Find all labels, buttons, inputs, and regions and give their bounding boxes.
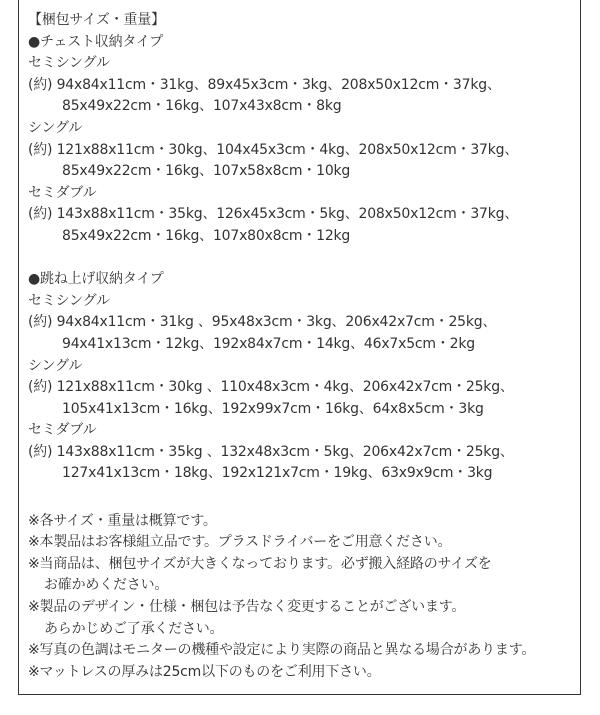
size-label-semi-double: セミダブル	[28, 422, 97, 439]
spec-line: 127x41x13cm・18kg、192x121x7cm・19kg、63x9x9cm・3kg	[62, 465, 493, 482]
spec-line: 85x49x22cm・16kg、107x80x8cm・12kg	[62, 227, 351, 244]
spec-line: (約) 94x84x11cm・31kg、89x45x3cm・3kg、208x50x12cm・37kg、	[28, 76, 501, 93]
section-title: 【梱包サイズ・重量】	[28, 12, 165, 28]
spec-line: 85x49x22cm・16kg、107x43x8cm・8kg	[62, 98, 342, 115]
spec-content	[28, 10, 588, 683]
size-label-single: シングル	[28, 357, 83, 374]
note-item: ※当商品は、梱包サイズが大きくなっております。必ず搬入経路のサイズを	[28, 555, 492, 572]
section-heading-lift-up: ●跳ね上げ収納タイプ	[28, 271, 164, 288]
size-label-semi-double: セミダブル	[28, 184, 97, 201]
note-item: ※写真の色調はモニターの機種や設定により実際の商品と異なる場合があります。	[28, 642, 536, 659]
size-label-semi-single: セミシングル	[28, 292, 110, 309]
note-item: ※製品のデザイン・仕様・梱包は予告なく変更することがございます。	[28, 599, 466, 616]
section-heading-chest: ●チェスト収納タイプ	[28, 33, 164, 50]
spec-line: (約) 121x88x11cm・30kg 、110x48x3cm・4kg、206x42x7cm・25kg、	[28, 379, 514, 396]
spacer	[28, 248, 588, 270]
size-label-semi-single: セミシングル	[28, 55, 110, 72]
spec-line: 85x49x22cm・16kg、107x58x8cm・10kg	[62, 163, 351, 180]
note-item-continued: お確かめください。	[44, 577, 169, 594]
notes-list	[28, 511, 588, 684]
spec-line: 105x41x13cm・16kg、192x99x7cm・16kg、64x8x5cm・3kg	[62, 400, 484, 417]
note-item: ※各サイズ・重量は概算です。	[28, 512, 217, 529]
spec-line: (約) 143x88x11cm・35kg 、132x48x3cm・5kg、206x42x7cm・25kg、	[28, 443, 514, 460]
size-label-single: シングル	[28, 119, 83, 136]
note-item-continued: あらかじめご了承ください。	[44, 620, 224, 637]
spacer	[28, 485, 588, 507]
spec-line: (約) 143x88x11cm・35kg、126x45x3cm・5kg、208x50x12cm・37kg、	[28, 206, 519, 223]
spec-line: (約) 94x84x11cm・31kg 、95x48x3cm・3kg、206x42x7cm・25kg、	[28, 314, 497, 331]
spec-line: 94x41x13cm・12kg、192x84x7cm・14kg、46x7x5cm・2kg	[62, 335, 475, 352]
note-item: ※マットレスの厚みは25cm以下のものをご利用下さい。	[28, 663, 381, 680]
spec-line: (約) 121x88x11cm・30kg、104x45x3cm・4kg、208x50x12cm・37kg、	[28, 141, 519, 158]
note-item: ※本製品はお客様組立品です。プラスドライバーをご用意ください。	[28, 534, 452, 551]
